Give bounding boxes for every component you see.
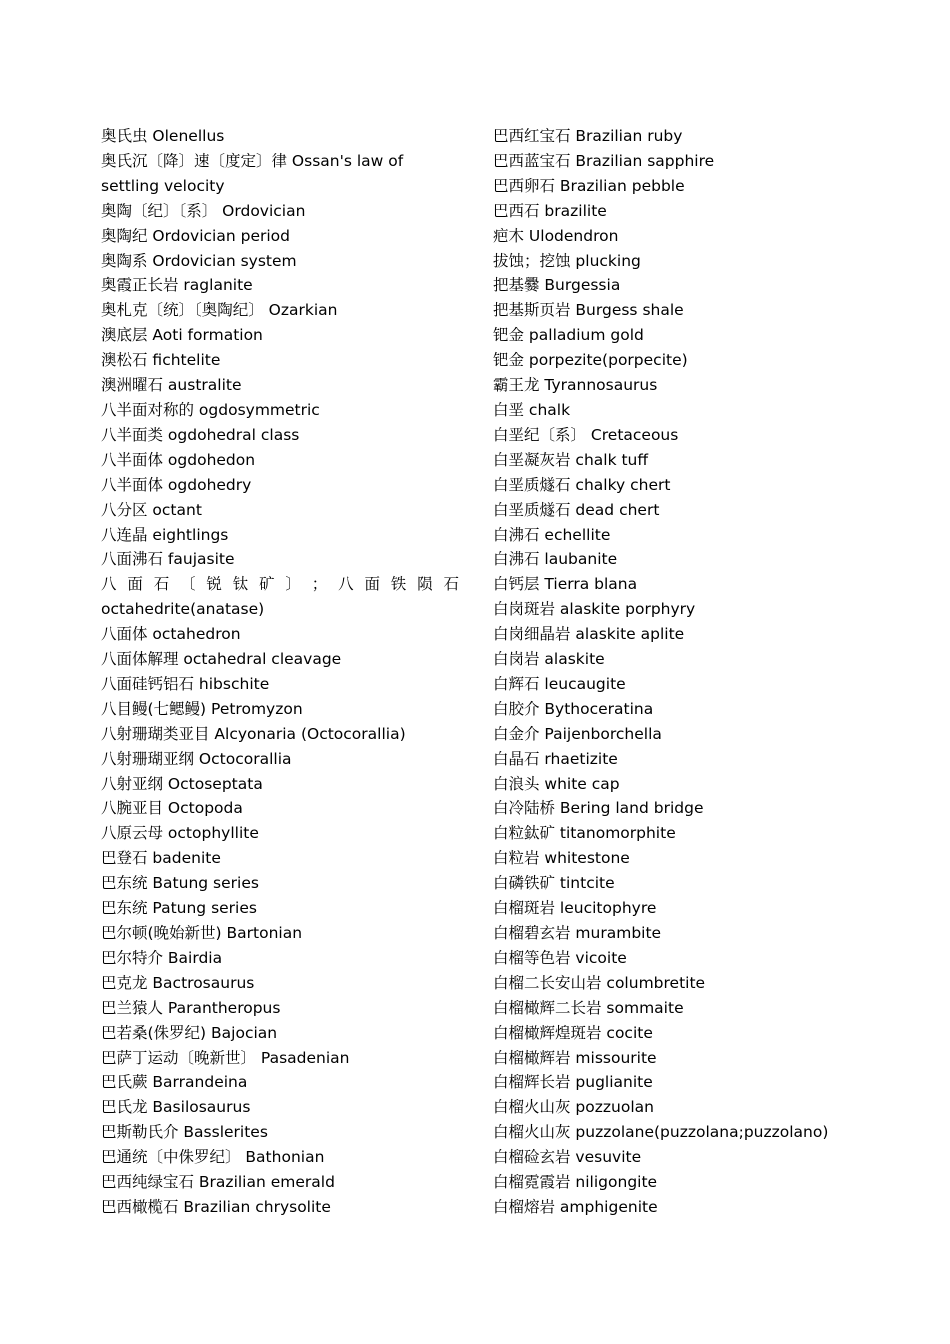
- list-item: 白垩质燧石 dead chert: [493, 500, 660, 519]
- justified-char: 面: [127, 575, 143, 594]
- list-item: 巴东统 Patung series: [101, 899, 257, 918]
- list-item: 巴西蓝宝石 Brazilian sapphire: [493, 151, 715, 170]
- list-item: 巴若桑(侏罗纪) Bajocian: [101, 1023, 278, 1042]
- list-item: 奥氏虫 Olenellus: [101, 127, 225, 145]
- list-item: 白榴火山灰 puzzolane(puzzolana;puzzolano): [493, 1123, 829, 1142]
- list-item: 八半面体 ogdohedon: [101, 450, 256, 469]
- list-item: 白榴橄辉岩 missourite: [493, 1048, 657, 1067]
- list-item: 白榴碧玄岩 murambite: [493, 924, 662, 942]
- list-item: 巴西红宝石 Brazilian ruby: [493, 127, 683, 145]
- list-item: 八射珊瑚亚纲 Octocorallia: [101, 749, 292, 768]
- list-item: 澳底层 Aoti formation: [101, 326, 263, 345]
- list-item: 巴通统〔中侏罗纪〕 Bathonian: [101, 1148, 325, 1167]
- list-item: 白榴橄辉煌斑岩 cocite: [493, 1023, 653, 1042]
- list-item: 奥札克〔统〕〔奥陶纪〕 Ozarkian: [101, 301, 338, 320]
- justified-char: 矿: [259, 575, 275, 594]
- list-item: 白垩 chalk: [493, 400, 571, 419]
- justified-char: 八: [338, 575, 354, 594]
- list-item: 八面体解理 octahedral cleavage: [101, 650, 342, 669]
- list-item: 巴氏龙 Basilosaurus: [101, 1098, 251, 1117]
- list-item-justified: [101, 572, 459, 622]
- list-item: 八分区 octant: [101, 500, 202, 519]
- list-item: 把基斯页岩 Burgess shale: [493, 301, 684, 320]
- justified-line-continuation: octahedrite(anatase): [101, 600, 265, 619]
- justified-char: 〔: [180, 575, 196, 594]
- list-item: 奥陶〔纪〕〔系〕 Ordovician: [101, 201, 306, 220]
- list-item: 巴斯勒氏介 Basslerites: [101, 1123, 268, 1142]
- justified-char: 陨: [417, 575, 433, 594]
- justified-char: 面: [364, 575, 380, 594]
- list-item: 巴尔顿(晚始新世) Bartonian: [101, 924, 303, 942]
- list-item: 霸王龙 Tyrannosaurus: [493, 376, 658, 395]
- list-item: 白磷铁矿 tintcite: [493, 874, 615, 893]
- list-item: 白榴硷玄岩 vesuvite: [493, 1148, 642, 1167]
- list-item: 白晶石 rhaetizite: [493, 749, 618, 768]
- list-item: 巴登石 badenite: [101, 849, 221, 868]
- list-item: 巴氏蕨 Barrandeina: [101, 1073, 248, 1092]
- list-item: 白金介 Paijenborchella: [493, 724, 662, 743]
- list-item: 白榴斑岩 leucitophyre: [493, 899, 657, 918]
- list-item: 八半面体 ogdohedry: [101, 475, 252, 494]
- right-column: [493, 124, 933, 1220]
- list-item: 白胶介 Bythoceratina: [493, 699, 654, 718]
- list-item: 白榴熔岩 amphigenite: [493, 1197, 658, 1216]
- justified-char: 锐: [206, 575, 222, 594]
- list-item: 白钙层 Tierra blana: [493, 575, 638, 594]
- list-item: 八射亚纲 Octoseptata: [101, 774, 263, 793]
- list-item: 白沸石 echellite: [493, 525, 611, 544]
- list-item: 白榴二长安山岩 columbretite: [493, 973, 706, 992]
- list-item: 奥陶纪 Ordovician period: [101, 226, 290, 245]
- justified-char: 铁: [390, 575, 407, 594]
- list-item: 白冷陆桥 Bering land bridge: [493, 799, 704, 818]
- list-item: 白榴火山灰 pozzuolan: [493, 1098, 654, 1117]
- list-item: 白沸石 laubanite: [493, 550, 618, 569]
- list-item: 白榴等色岩 vicoite: [493, 948, 627, 967]
- list-item: 白岗斑岩 alaskite porphyry: [493, 600, 696, 619]
- list-item: 巴克龙 Bactrosaurus: [101, 973, 255, 992]
- list-item: 巴尔特介 Bairdia: [101, 948, 223, 967]
- list-item: 奥霞正长岩 raglanite: [101, 276, 253, 295]
- list-item: 巴西纯绿宝石 Brazilian emerald: [101, 1173, 335, 1192]
- list-item: 拔蚀；挖蚀 plucking: [493, 251, 641, 270]
- list-item: 澳洲曜石 australite: [101, 376, 242, 395]
- list-item: 巴萨丁运动〔晚新世〕 Pasadenian: [101, 1048, 350, 1067]
- list-item: 八目鳗(七鳃鳗) Petromyzon: [101, 699, 303, 718]
- justified-line: [101, 572, 459, 597]
- list-item: 八原云母 octophyllite: [101, 824, 259, 843]
- justified-char: 石: [153, 575, 170, 594]
- list-item: 白粒岩 whitestone: [493, 849, 630, 868]
- list-item: 八腕亚目 Octopoda: [101, 799, 243, 818]
- list-item: 巴西石 brazilite: [493, 201, 607, 220]
- list-item: 八半面类 ogdohedral class: [101, 425, 300, 444]
- list-item: 巴东统 Batung series: [101, 874, 259, 893]
- justified-char: ；: [311, 575, 328, 594]
- list-item: 白榴辉长岩 puglianite: [493, 1073, 653, 1092]
- list-item: 白岗岩 alaskite: [493, 650, 605, 669]
- left-column: [101, 124, 459, 1220]
- list-item: 钯金 porpezite(porpecite): [493, 351, 688, 370]
- list-item: 白垩纪〔系〕 Cretaceous: [493, 425, 679, 444]
- list-item: 白岗细晶岩 alaskite aplite: [493, 625, 685, 644]
- list-item: 八面体 octahedron: [101, 625, 241, 644]
- list-item: 八面硅钙铝石 hibschite: [101, 674, 270, 693]
- list-item: 澳松石 fichtelite: [101, 351, 221, 370]
- list-item: 白榴橄辉二长岩 sommaite: [493, 998, 684, 1017]
- list-item: 白辉石 leucaugite: [493, 674, 626, 693]
- justified-char: 八: [101, 575, 117, 594]
- list-item: 白粒鈦矿 titanomorphite: [493, 824, 676, 843]
- list-item: 白榴霓霞岩 niligongite: [493, 1173, 658, 1192]
- justified-char: 钛: [232, 575, 249, 594]
- list-item: 八射珊瑚类亚目 Alcyonaria (Octocorallia): [101, 724, 406, 743]
- list-item: 巴西橄榄石 Brazilian chrysolite: [101, 1197, 331, 1216]
- justified-char: 石: [443, 575, 459, 594]
- list-item: 八面沸石 faujasite: [101, 550, 235, 569]
- justified-char: 〕: [285, 575, 301, 594]
- list-item: 把基爨 Burgessia: [493, 276, 621, 295]
- list-item: 八半面对称的 ogdosymmetric: [101, 400, 320, 419]
- list-item: 奥陶系 Ordovician system: [101, 251, 297, 270]
- list-item: 白浪头 white cap: [493, 774, 620, 793]
- list-item: 八连晶 eightlings: [101, 525, 229, 544]
- list-item: 奥氏沉〔降〕速〔度定〕律 Ossan's law of settling velocity: [101, 151, 404, 195]
- list-item: 巴兰猿人 Parantheropus: [101, 998, 281, 1017]
- list-item: 疤木 Ulodendron: [493, 226, 619, 245]
- list-item: 巴西卵石 Brazilian pebble: [493, 176, 685, 195]
- list-item: 白垩质燧石 chalky chert: [493, 475, 671, 494]
- list-item: 白垩凝灰岩 chalk tuff: [493, 450, 649, 469]
- list-item: 钯金 palladium gold: [493, 326, 644, 345]
